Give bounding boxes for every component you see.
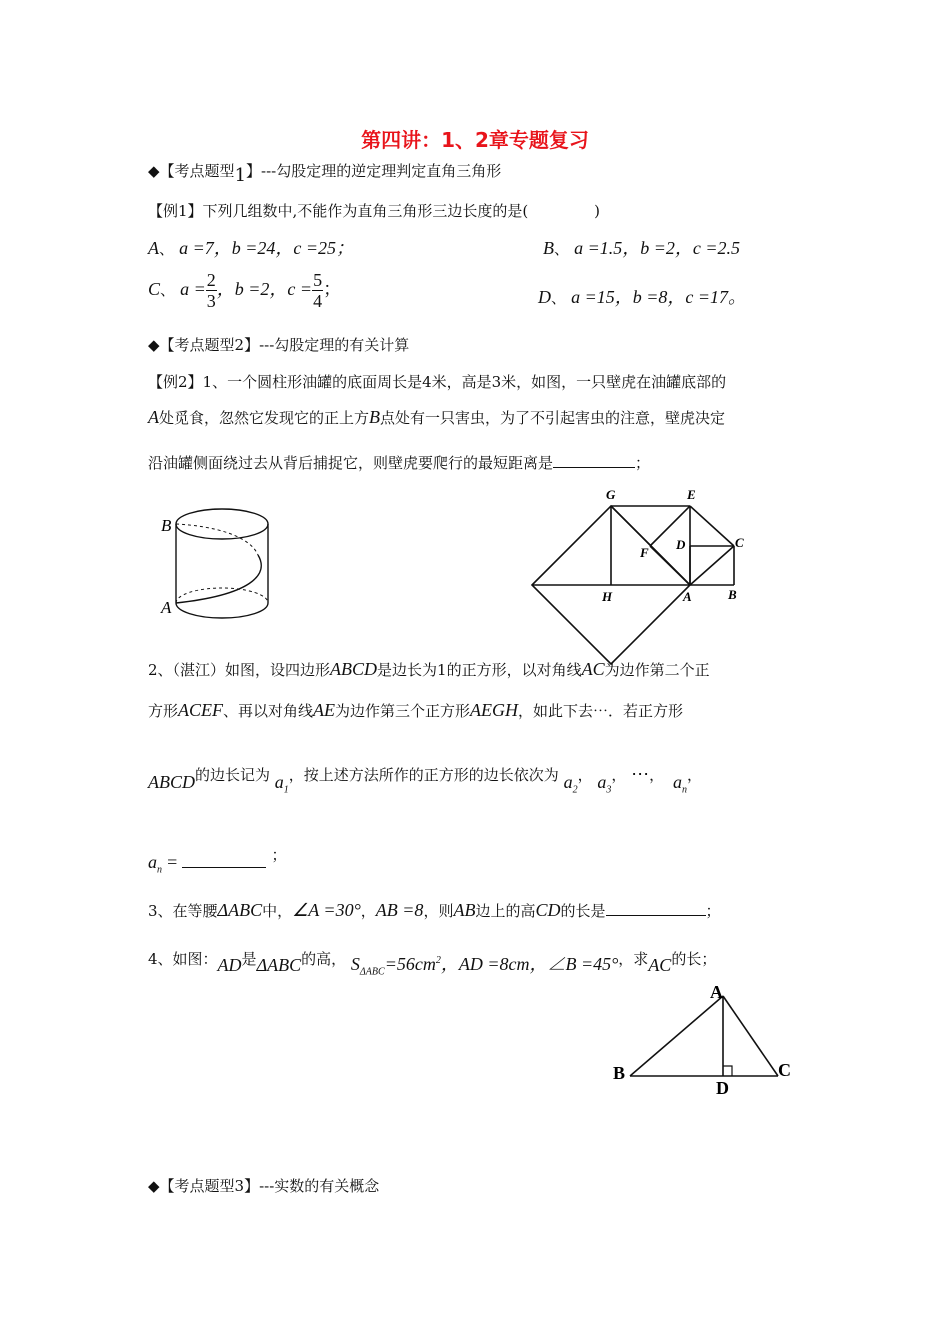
tri-label-a: A xyxy=(710,982,723,1002)
sq-label-f: F xyxy=(640,545,649,560)
sq-label-b: B xyxy=(728,587,737,602)
triangle-figure xyxy=(610,978,800,1098)
example-2-line-2: A处觅食，忽然它发现它的正上方B点处有一只害虫，为了不引起害虫的注意，壁虎决定 xyxy=(148,407,726,427)
sq-label-c: C xyxy=(735,535,744,550)
q3-line: 3、在等腰ΔABC中，∠A =30°，AB =8，则AB边上的高CD的长是 ； xyxy=(148,900,721,920)
tri-label-b: B xyxy=(613,1063,626,1083)
q2-line-3: ABCD的边长记为 $a_1$，按上述方法所作的正方形的边长依次为 $a_2$， $a_3$， ⋯， $a_n$， xyxy=(148,764,702,796)
q4-line: 4、如图：AD是ΔABC的高， $S_{\Delta ABC}=56cm^2$，AD =8cm，∠B =45°，求AC的长； xyxy=(148,950,717,978)
section-3-heading: ◆【考点题型3】---实数的有关概念 xyxy=(148,1177,380,1195)
sq-label-a: A xyxy=(683,589,692,604)
bullet-icon: ◆ xyxy=(148,336,160,354)
sq-label-e: E xyxy=(687,487,696,502)
section-1-heading: ◆【考点题型1】---勾股定理的逆定理判定直角三角形 xyxy=(148,162,502,186)
bullet-icon: ◆ xyxy=(148,162,160,180)
sq-label-g: G xyxy=(606,487,616,502)
example-1-question: 【例1】下列几组数中,不能作为直角三角形三边长度的是( ) xyxy=(148,202,601,220)
option-b: B、 a =1.5，b =2，c =2.5 xyxy=(543,238,741,258)
q2-answer-line: $a_n$ = ； xyxy=(148,846,287,876)
cylinder-figure xyxy=(155,500,280,625)
cyl-label-b: B xyxy=(161,516,172,535)
nested-squares-figure xyxy=(525,485,765,670)
cyl-label-a: A xyxy=(161,598,172,617)
tri-label-d: D xyxy=(716,1078,729,1098)
page-title: 第四讲：1、2章专题复习 xyxy=(361,128,589,152)
section-2-heading: ◆【考点题型2】---勾股定理的有关计算 xyxy=(148,336,410,354)
tri-label-c: C xyxy=(778,1060,791,1080)
bullet-icon: ◆ xyxy=(148,1177,160,1195)
example-2-line-3: 沿油罐侧面绕过去从背后捕捉它，则壁虎要爬行的最短距离是 ； xyxy=(148,454,651,472)
option-d: D、 a =15，b =8，c =17。 xyxy=(538,287,747,307)
sq-label-d: D xyxy=(676,537,686,552)
q2-line-1: 2、（湛江）如图，设四边形ABCD是边长为1的正方形，以对角线AC为边作第二个正 xyxy=(148,659,710,679)
option-c: C、 a = $\frac{2}{3}$ ，b =2，c = $\frac{5}{4}$ ； xyxy=(148,270,342,311)
example-2-line-1: 【例2】1、一个圆柱形油罐的底面周长是4米，高是3米，如图，一只壁虎在油罐底部的 xyxy=(148,373,727,391)
option-a: A、 a =7，b =24，c =25； xyxy=(148,238,355,258)
q2-line-2: 方形ACEF、再以对角线AE为边作第三个正方形AEGH，如此下去⋯．若正方形 xyxy=(148,700,684,720)
sq-label-h: H xyxy=(602,589,613,604)
